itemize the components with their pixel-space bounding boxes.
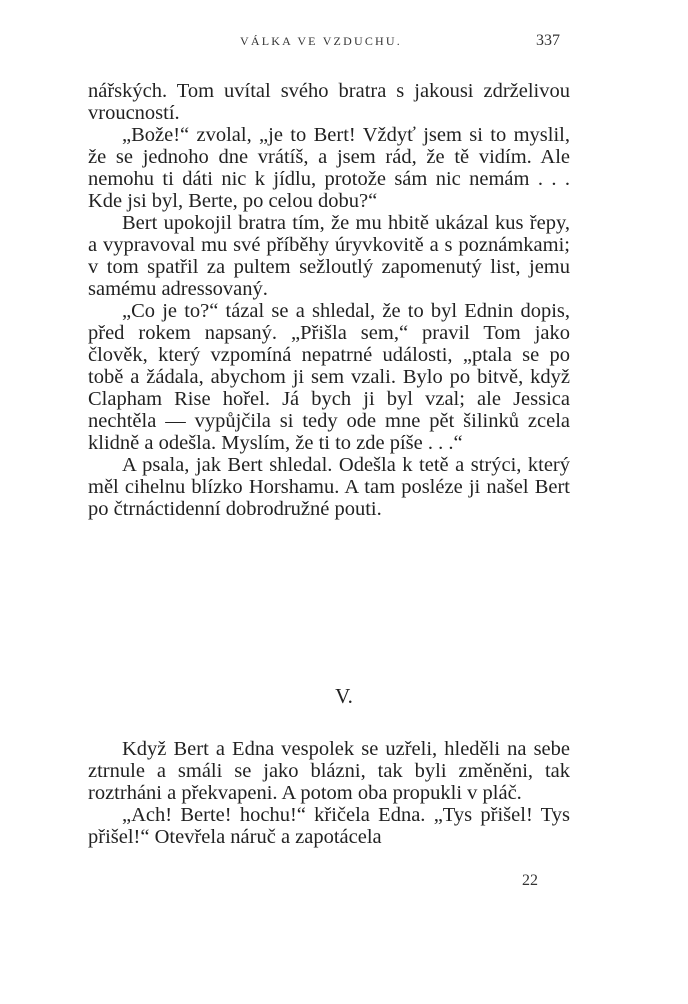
chapter-heading: V.	[335, 684, 353, 708]
paragraph: Bert upokojil bratra tím, že mu hbitě ukázal kus řepy, a vypravoval mu své příběhy úryvkovitě a s poznámkami; v tom spatřil za pultem sežloutlý zapomenutý list, jemu samému adressovaný.	[88, 212, 570, 300]
paragraph: Když Bert a Edna vespolek se uzřeli, hleděli na sebe ztrnule a smáli se jako blázni, tak byli změněni, tak roztrháni a překvapeni. A potom oba propukli v pláč.	[88, 738, 570, 804]
printer-signature-mark: 22	[522, 872, 538, 889]
paragraph: A psala, jak Bert shledal. Odešla k tetě a strýci, který měl cihelnu blízko Horshamu. A tam posléze ji našel Bert po čtrnáctidenní dobrodružné pouti.	[88, 454, 570, 520]
body-text-bottom	[88, 738, 570, 848]
page-number: 337	[536, 32, 560, 49]
paragraph: „Bože!“ zvolal, „je to Bert! Vždyť jsem si to myslil, že se jednoho dne vrátíš, a jsem rád, že tě vidím. Ale nemohu ti dáti nic k jídlu, protože sám nic nemám . . . Kde jsi byl, Berte, po celou dobu?“	[88, 124, 570, 212]
paragraph: „Ach! Berte! hochu!“ křičela Edna. „Tys přišel! Tys přišel!“ Otevřela náruč a zapotácela	[88, 804, 570, 848]
paragraph: nářských. Tom uvítal svého bratra s jakousi zdrželivou vroucností.	[88, 80, 570, 124]
paragraph: „Co je to?“ tázal se a shledal, že to byl Ednin dopis, před rokem napsaný. „Přišla sem,“ pravil Tom jako člověk, který vzpomíná nepatrné události, „ptala se po tobě a žádala, abychom ji sem vzali. Bylo po bitvě, když Clapham Rise hořel. Já bych ji byl vzal; ale Jessica nechtěla — vypůjčila si tedy ode mne pět šilinků zcela klidně a odešla. Myslím, že ti to zde píše . . .“	[88, 300, 570, 454]
body-text-top	[88, 80, 570, 520]
running-title: VÁLKA VE VZDUCHU.	[240, 34, 402, 48]
page-header	[0, 34, 688, 54]
